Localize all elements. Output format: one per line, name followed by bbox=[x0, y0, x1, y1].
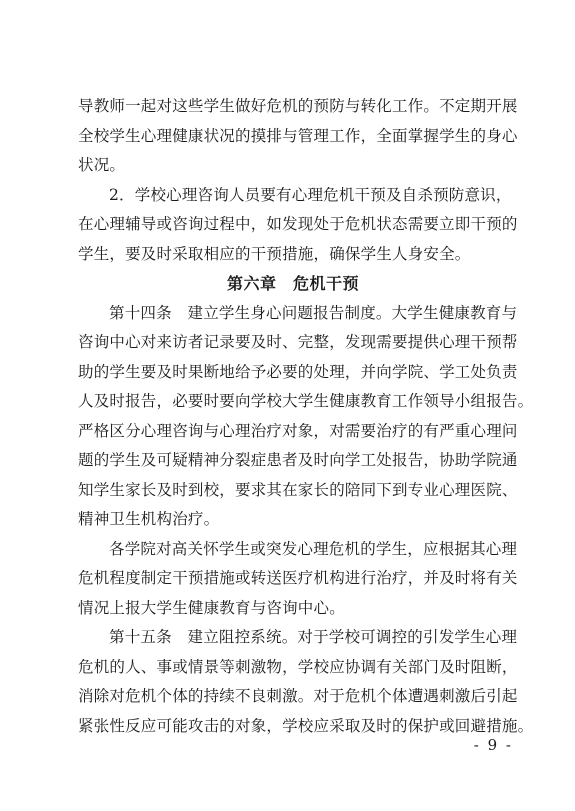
text-line: 助的学生要及时果断地给予必要的处理，并向学院、学工处负责 bbox=[78, 362, 518, 381]
page-number: - 9 - bbox=[473, 736, 513, 754]
text-line: 知学生家长及时到校，要求其在家长的陪同下到专业心理医院、 bbox=[78, 480, 518, 499]
text-line: 紧张性反应可能攻击的对象，学校应采取及时的保护或回避措施。 bbox=[78, 716, 534, 735]
text-line: 题的学生及可疑精神分裂症患者及时向学工处报告，协助学院通 bbox=[78, 451, 518, 469]
document-body bbox=[78, 92, 534, 741]
text-line: 状况。 bbox=[78, 156, 126, 174]
text-line: 情况上报大学生健康教育与咨询中心。 bbox=[78, 598, 345, 617]
text-line: 人及时报告，必要时要向学校大学生健康教育工作领导小组报告。 bbox=[78, 392, 534, 410]
text-line: 各学院对高关怀学生或突发心理危机的学生，应根据其心理 bbox=[109, 539, 518, 558]
text-line: 在心理辅导或咨询过程中，如发现处于危机状态需要立即干预的 bbox=[78, 215, 518, 233]
paragraph-article-14 bbox=[78, 299, 534, 535]
text-line: 危机的人、事或情景等刺激物，学校应协调有关部门及时阻断， bbox=[78, 657, 518, 676]
paragraph-intro bbox=[78, 92, 518, 181]
text-line: 严格区分心理咨询与心理治疗对象，对需要治疗的有严重心理问 bbox=[78, 421, 518, 440]
text-line: 学生，要及时采取相应的干预措施，确保学生人身安全。 bbox=[78, 244, 471, 263]
text-line: 咨询中心对来访者记录要及时、完整，发现需要提供心理干预帮 bbox=[78, 333, 518, 351]
text-line: 导教师一起对这些学生做好危机的预防与转化工作。不定期开展 bbox=[78, 97, 518, 115]
text-line: 2．学校心理咨询人员要有心理危机干预及自杀预防意识， bbox=[109, 185, 512, 204]
chapter-title: 第六章 危机干预 bbox=[226, 274, 359, 293]
text-line: 消除对危机个体的持续不良刺激。对于危机个体遭遇刺激后引起 bbox=[78, 687, 518, 705]
paragraph-article-15 bbox=[78, 623, 534, 741]
text-line: 第十四条 建立学生身心问题报告制度。大学生健康教育与 bbox=[109, 303, 518, 322]
text-line: 全校学生心理健康状况的摸排与管理工作，全面掌握学生的身心 bbox=[78, 126, 518, 145]
text-line: 危机程度制定干预措施或转送医疗机构进行治疗，并及时将有关 bbox=[78, 569, 518, 587]
paragraph-item-2 bbox=[78, 181, 518, 270]
paragraph-colleges bbox=[78, 535, 518, 624]
text-line: 精神卫生机构治疗。 bbox=[78, 510, 220, 528]
text-line: 第十五条 建立阻控系统。对于学校可调控的引发学生心理 bbox=[109, 628, 518, 646]
